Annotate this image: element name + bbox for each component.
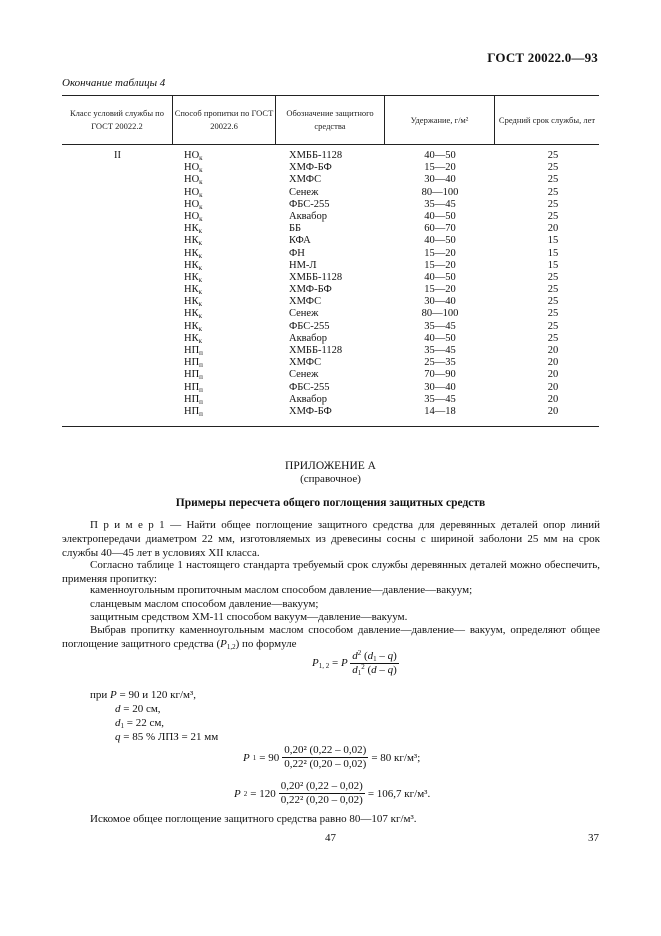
method-cell-text: НК [184, 259, 199, 271]
service-life-cell-text: 20 [547, 369, 559, 381]
conclusion: Искомое общее поглощение защитного средства равно 80—107 кг/м³. [90, 813, 417, 825]
service-life-cell [513, 296, 593, 308]
retention-cell-text: 80—100 [421, 308, 459, 320]
retention-cell [400, 284, 480, 296]
retention-cell-text: 25—35 [424, 357, 456, 369]
agent-cell [289, 369, 342, 381]
option-line-3: защитным средством ХМ-11 способом вакуум—давление—вакуум. [90, 611, 408, 623]
method-cell [184, 223, 203, 235]
agent-cell-text: ХМФ-БФ [289, 405, 332, 417]
service-life-cell [513, 187, 593, 199]
service-life-cell [513, 333, 593, 345]
method-cell-subscript: к [198, 336, 202, 345]
service-life-cell [513, 150, 593, 162]
service-life-cell [513, 321, 593, 333]
agent-cell-text: Сенеж [289, 308, 319, 320]
agent-cell-text: ФН [289, 247, 305, 259]
method-cell-text: НК [184, 296, 199, 308]
appendix-title: ПРИЛОЖЕНИЕ А [285, 460, 376, 472]
calc-p1-den: 0,22² (0,20 – 0,02) [284, 758, 367, 770]
method-cell [184, 187, 203, 199]
service-life-cell-text: 20 [547, 405, 559, 417]
retention-cell-text: 15—20 [424, 247, 456, 259]
method-cell-subscript: к [199, 202, 203, 211]
agent-cell [289, 248, 342, 260]
method-cell-subscript: к [199, 154, 203, 162]
method-cell [184, 369, 203, 381]
agent-cell [289, 211, 342, 223]
method-cell-text: НК [184, 235, 199, 247]
service-life-cell [513, 235, 593, 247]
agent-cell [289, 321, 342, 333]
agent-cell-text: ББ [289, 223, 302, 235]
retention-cell-text: 14—18 [424, 405, 456, 417]
method-cell-text: НП [184, 381, 200, 393]
agent-cell [289, 308, 342, 320]
retention-cell [400, 308, 480, 320]
service-life-cell [513, 248, 593, 260]
method-cell-subscript: к [198, 312, 202, 321]
service-life-cell [513, 382, 593, 394]
retention-cell-text: 30—40 [424, 174, 456, 186]
formula-intro-tail: ) по формуле [235, 638, 297, 650]
retention-cell [400, 321, 480, 333]
retention-cell-text: 70—90 [424, 369, 456, 381]
selection-paragraph: Согласно таблице 1 настоящего стандарта требуемый срок службы деревянных деталей можно обеспечить, применяя пропитку: [62, 559, 600, 585]
retention-cell-text: 15—20 [424, 284, 456, 296]
method-cell-text: НК [184, 271, 199, 283]
service-life-cell-text: 25 [547, 284, 559, 296]
service-life-cell [513, 394, 593, 406]
given-prefix: при [90, 689, 108, 701]
method-cell-text: НО [184, 210, 200, 222]
calc-p1-num: 0,20² (0,22 – 0,02) [284, 744, 367, 756]
formula-intro-paragraph: Выбрав пропитку каменноугольным маслом способом давление—давление— вакуум, определяют общее поглощение защитного средства $(P_{1,2})$ по формуле [62, 624, 600, 651]
agent-cell [289, 162, 342, 174]
method-cell-text: НО [184, 198, 200, 210]
service-life-cell-text: 20 [547, 393, 559, 405]
service-life-cell [513, 357, 593, 369]
retention-cell [400, 382, 480, 394]
service-life-cell-text: 20 [547, 223, 559, 235]
retention-cell [400, 296, 480, 308]
agent-cell [289, 223, 342, 235]
agent-cell-text: ХМФС [289, 174, 322, 186]
service-life-cell-text: 25 [547, 308, 559, 320]
agent-cell [289, 174, 342, 186]
service-life-cell-text: 20 [547, 345, 559, 356]
retention-cell [400, 223, 480, 235]
service-life-column [513, 150, 593, 418]
document-page-number: 47 [325, 832, 336, 844]
method-cell-subscript: п [199, 397, 203, 406]
retention-cell-text: 40—50 [424, 210, 456, 222]
service-life-cell [513, 223, 593, 235]
method-cell-subscript: п [199, 349, 203, 357]
standard-code: ГОСТ 20022.0—93 [487, 50, 598, 65]
retention-cell [400, 272, 480, 284]
service-life-cell [513, 308, 593, 320]
retention-cell [400, 235, 480, 247]
method-cell-subscript: п [199, 373, 203, 382]
calc-p2-num: 0,20² (0,22 – 0,02) [280, 780, 363, 792]
method-cell [184, 174, 203, 186]
method-cell [184, 272, 203, 284]
retention-cell-text: 30—40 [424, 381, 456, 393]
retention-cell-text: 35—45 [424, 198, 456, 210]
column-header-retention: Удержание, г/м² [410, 114, 469, 125]
retention-cell-text: 35—45 [424, 320, 456, 332]
service-life-cell-text: 25 [547, 320, 559, 332]
retention-cell [400, 345, 480, 357]
retention-cell [400, 187, 480, 199]
method-cell-text: НО [184, 174, 200, 186]
agent-cell-text: Аквабор [289, 393, 328, 405]
given-p: = 90 и 120 кг/м³, [116, 689, 197, 701]
method-cell [184, 248, 203, 260]
method-cell-subscript: к [199, 178, 203, 187]
agent-cell-text: ФБС-255 [289, 320, 330, 332]
method-cell-subscript: к [198, 239, 202, 248]
calc-p1-lhs: = 90 [259, 751, 280, 764]
agent-cell [289, 394, 342, 406]
agent-cell [289, 406, 342, 418]
method-cell-subscript: п [199, 409, 203, 418]
retention-cell-text: 35—45 [424, 345, 456, 356]
agent-cell [289, 272, 342, 284]
agent-cell-text: ФБС-255 [289, 381, 330, 393]
method-cell [184, 162, 203, 174]
service-life-cell-text: 25 [547, 198, 559, 210]
service-life-cell-text: 25 [547, 162, 559, 174]
service-life-cell-text: 25 [547, 150, 559, 161]
agent-cell-text: ХМФС [289, 357, 322, 369]
service-life-cell-text: 25 [547, 296, 559, 308]
agent-cell-text: Сенеж [289, 186, 319, 198]
option-line-1: каменноугольным пропиточным маслом способом давление—давление—вакуум; [90, 584, 473, 596]
agent-cell-text: ХМФС [289, 296, 322, 308]
general-formula: $P_{1, 2} = P$ $\frac{d^2 (d_1 - q)}{d_1^2 (d - q)}$ [312, 649, 397, 677]
retention-cell [400, 394, 480, 406]
retention-cell-text: 15—20 [424, 162, 456, 174]
method-cell-text: НП [184, 357, 200, 369]
method-cell-text: НК [184, 284, 199, 296]
service-life-cell [513, 369, 593, 381]
service-life-cell [513, 284, 593, 296]
retention-cell [400, 369, 480, 381]
appendix-heading: Примеры пересчета общего поглощения защитных средств [175, 497, 486, 509]
method-cell-text: НП [184, 369, 200, 381]
agent-cell-text: ХМББ-1128 [289, 345, 343, 356]
calc-p2: P 2 = 120 $\frac{\text{0,20² (0,22 – 0,02)}}{\text{0,22² (0,20 – 0,02)}}$ = 106,7 кг/м³. [234, 780, 431, 806]
retention-cell-text: 35—45 [424, 393, 456, 405]
retention-cell [400, 211, 480, 223]
service-life-cell-text: 25 [547, 271, 559, 283]
method-cell-subscript: к [199, 214, 203, 223]
method-cell-subscript: к [198, 324, 202, 333]
agent-cell-text: ХМББ-1128 [289, 271, 343, 283]
service-life-cell-text: 15 [547, 247, 559, 259]
agent-cell [289, 187, 342, 199]
appendix-subtitle: (справочное) [300, 473, 361, 485]
method-cell [184, 394, 203, 406]
service-life-cell [513, 174, 593, 186]
service-life-cell [513, 345, 593, 357]
service-life-cell [513, 272, 593, 284]
agent-cell-text: Аквабор [289, 332, 328, 344]
retention-cell [400, 248, 480, 260]
service-life-cell-text: 25 [547, 332, 559, 344]
retention-cell [400, 406, 480, 418]
method-cell-text: НК [184, 332, 199, 344]
service-life-cell [513, 211, 593, 223]
given-d: = 20 см, [120, 703, 161, 715]
retention-cell [400, 333, 480, 345]
method-cell-subscript: к [199, 166, 203, 175]
column-header-method: Способ пропитки по ГОСТ 20022.6 [174, 108, 274, 131]
method-cell-subscript: к [198, 251, 202, 260]
agent-cell [289, 235, 342, 247]
service-life-cell [513, 260, 593, 272]
method-column [184, 150, 203, 418]
method-cell [184, 235, 203, 247]
retention-cell-text: 40—50 [424, 271, 456, 283]
method-cell-subscript: к [198, 227, 202, 236]
column-header-class: Класс условий службы по ГОСТ 20022.2 [70, 108, 164, 131]
method-cell-text: НП [184, 393, 200, 405]
given-values: при P = 90 и 120 кг/м³, d = 20 см, $d_1 = 22$ см, q = 85 % ЛПЗ = 21 мм [90, 689, 219, 743]
method-cell [184, 308, 203, 320]
agent-cell [289, 296, 342, 308]
method-cell-subscript: п [199, 361, 203, 370]
method-cell [184, 284, 203, 296]
column-header-agent: Обозначение защитного средства [286, 108, 374, 131]
service-life-cell-text: 25 [547, 186, 559, 198]
method-cell-subscript: п [199, 385, 203, 394]
method-cell [184, 150, 203, 162]
agent-cell-text: ФБС-255 [289, 198, 330, 210]
method-cell-text: НП [184, 345, 200, 356]
retention-cell [400, 162, 480, 174]
service-life-cell [513, 162, 593, 174]
given-q: = 85 % ЛПЗ = 21 мм [120, 731, 219, 743]
calc-p1: P 1 = 90 $\frac{\text{0,20² (0,22 – 0,02)}}{\text{0,22² (0,20 – 0,02)}}$ = 80 кг/м³; [243, 744, 421, 770]
example-paragraph [62, 518, 600, 560]
agent-cell-text: КФА [289, 235, 311, 247]
retention-table [62, 95, 599, 427]
agent-cell-text: ХМФ-БФ [289, 162, 332, 174]
method-cell-subscript: к [198, 288, 202, 297]
retention-cell [400, 357, 480, 369]
method-cell-subscript: к [199, 190, 203, 199]
agent-cell [289, 333, 342, 345]
method-cell [184, 333, 203, 345]
agent-column [289, 150, 342, 418]
method-cell [184, 211, 203, 223]
method-cell-text: НК [184, 320, 199, 332]
agent-cell [289, 345, 342, 357]
retention-cell [400, 150, 480, 162]
option-line-2: сланцевым маслом способом давление—вакуум; [90, 598, 319, 610]
method-cell [184, 321, 203, 333]
agent-cell-text: Аквабор [289, 210, 328, 222]
method-cell [184, 260, 203, 272]
formula-intro-text: Выбрав пропитку каменноугольным маслом способом давление—давление— вакуум, определяют общее поглощение защитного средства ( [62, 624, 600, 650]
service-life-cell [513, 406, 593, 418]
method-cell-text: НК [184, 223, 199, 235]
retention-cell-text: 60—70 [424, 223, 456, 235]
method-cell-text: НО [184, 186, 200, 198]
method-cell-text: НО [184, 162, 200, 174]
method-cell [184, 406, 203, 418]
column-header-service-life: Средний срок службы, лет [498, 114, 596, 125]
method-cell [184, 199, 203, 211]
method-cell-subscript: к [198, 275, 202, 284]
method-cell [184, 357, 203, 369]
calc-p2-lhs: = 120 [250, 787, 276, 800]
agent-cell [289, 382, 342, 394]
method-cell [184, 296, 203, 308]
agent-cell [289, 199, 342, 211]
service-life-cell-text: 20 [547, 381, 559, 393]
retention-cell [400, 260, 480, 272]
agent-cell-text: ХМФ-БФ [289, 284, 332, 296]
retention-cell-text: 30—40 [424, 296, 456, 308]
method-cell [184, 345, 203, 357]
method-cell-text: НК [184, 308, 199, 320]
retention-cell-text: 40—50 [424, 235, 456, 247]
table-continuation-label: Окончание таблицы 4 [62, 77, 166, 89]
method-cell-subscript: к [198, 263, 202, 272]
service-life-cell-text: 15 [547, 259, 559, 271]
agent-cell [289, 284, 342, 296]
method-cell [184, 382, 203, 394]
retention-cell-text: 15—20 [424, 259, 456, 271]
given-d1: = 22 см, [124, 717, 165, 729]
agent-cell [289, 260, 342, 272]
retention-column [400, 150, 480, 418]
calc-p2-den: 0,22² (0,20 – 0,02) [280, 794, 363, 806]
agent-cell-text: Сенеж [289, 369, 319, 381]
service-life-cell [513, 199, 593, 211]
retention-cell-text: 40—50 [424, 332, 456, 344]
service-life-cell-text: 15 [547, 235, 559, 247]
page-number: 37 [588, 832, 599, 844]
example-word: П р и м е р 1 [90, 519, 165, 531]
agent-cell [289, 150, 342, 162]
retention-cell-text: 40—50 [424, 150, 456, 161]
service-life-cell-text: 25 [547, 210, 559, 222]
method-cell-text: НО [184, 150, 200, 161]
calc-p1-rhs: = 80 кг/м³; [371, 751, 421, 764]
agent-cell-text: НМ-Л [289, 259, 317, 271]
method-cell-subscript: к [198, 300, 202, 309]
method-cell-text: НП [184, 405, 200, 417]
agent-cell-text: ХМББ-1128 [289, 150, 343, 161]
retention-cell-text: 80—100 [421, 186, 459, 198]
retention-cell [400, 199, 480, 211]
example-text: — Найти общее поглощение защитного средства для деревянных деталей опор линий электропередачи диаметром 22 мм, изготовляемых из древесины сосны с шириной заболони 25 мм на срок службы 40—45 лет в условиях XII класса. [62, 519, 600, 559]
service-life-cell-text: 20 [547, 357, 559, 369]
calc-p2-rhs: = 106,7 кг/м³. [367, 787, 431, 800]
retention-cell [400, 174, 480, 186]
service-life-cell-text: 25 [547, 174, 559, 186]
method-cell-text: НК [184, 247, 199, 259]
agent-cell [289, 357, 342, 369]
class-cell: II [114, 150, 121, 161]
